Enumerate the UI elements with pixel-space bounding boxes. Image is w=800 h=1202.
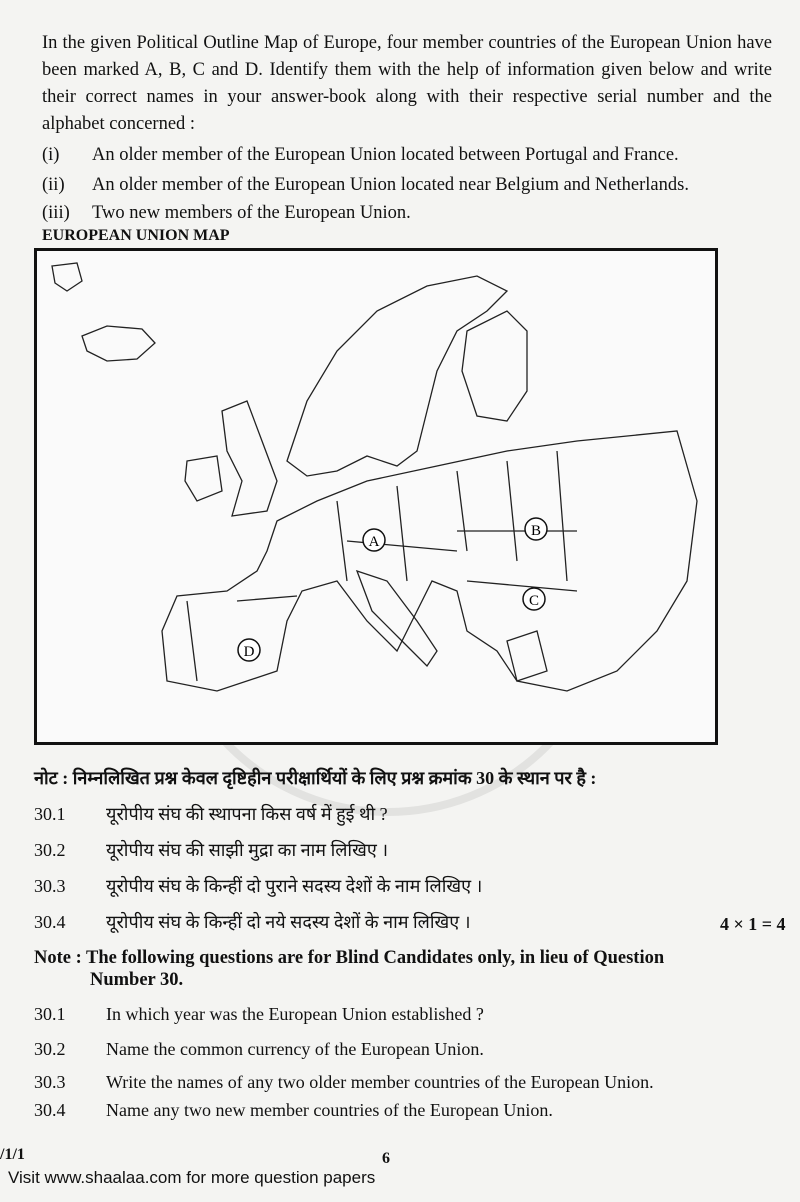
item-text: An older member of the European Union located between Portugal and France. (92, 145, 679, 165)
item-number: (i) (42, 145, 60, 165)
svg-text:B: B (530, 523, 542, 539)
q-text: यूरोपीय संघ के किन्हीं दो पुराने सदस्य देशों के नाम लिखिए । (106, 876, 483, 896)
english-question (34, 1039, 484, 1060)
item-text: An older member of the European Union located near Belgium and Netherlands. (92, 175, 689, 195)
q-text: In which year was the European Union established ? (106, 1004, 484, 1024)
item-text: Two new members of the European Union. (92, 203, 411, 223)
map-marker-a (363, 529, 385, 551)
hindi-question (34, 874, 482, 898)
map-title: EUROPEAN UNION MAP (42, 227, 230, 244)
map-marker-b (525, 518, 547, 540)
svg-text:C: C (528, 593, 540, 609)
paper-code: /1/1 (0, 1146, 25, 1163)
hindi-question (34, 802, 388, 826)
q-number: 30.4 (34, 912, 66, 932)
q-text: यूरोपीय संघ के किन्हीं दो नये सदस्य देशों के नाम लिखिए । (106, 912, 471, 932)
english-question (34, 1072, 654, 1093)
item-number: (ii) (42, 175, 65, 195)
q-number: 30.1 (34, 804, 66, 824)
svg-text:A: A (368, 534, 380, 550)
english-question (34, 1100, 553, 1121)
europe-outline-map (34, 248, 718, 745)
item-number: (iii) (42, 203, 70, 223)
hindi-question (34, 838, 388, 862)
q-text: यूरोपीय संघ की साझी मुद्रा का नाम लिखिए । (106, 840, 389, 860)
page-number: 6 (382, 1150, 390, 1167)
q-number: 30.3 (34, 876, 66, 896)
question-intro: In the given Political Outline Map of Europe, four member countries of the European Union have been marked A, B, C and D. Identify them with the help of information given below and write their correct names in your answer-book along with their respective serial number and the alphabet concerned : (42, 33, 772, 134)
map-marker-c (523, 588, 545, 610)
english-question (34, 1004, 484, 1025)
q-number: 30.2 (34, 1039, 66, 1059)
q-number: 30.2 (34, 840, 66, 860)
english-note-heading: Note : The following questions are for Blind Candidates only, in lieu of Question (34, 948, 665, 968)
english-note-heading-cont: Number 30. (90, 970, 184, 990)
q-text: Write the names of any two older member countries of the European Union. (106, 1072, 654, 1092)
q-text: Name any two new member countries of the European Union. (106, 1100, 553, 1120)
q-text: यूरोपीय संघ की स्थापना किस वर्ष में हुई थी ? (106, 804, 388, 824)
q-number: 30.4 (34, 1100, 66, 1120)
q-number: 30.3 (34, 1072, 66, 1092)
hindi-note-heading: नोट : निम्नलिखित प्रश्न केवल दृष्टिहीन परीक्षार्थियों के लिए प्रश्न क्रमांक 30 के स्थान पर है : (34, 768, 597, 788)
q-text: Name the common currency of the European Union. (106, 1039, 484, 1059)
svg-text:D: D (243, 644, 255, 660)
question-item (42, 172, 689, 199)
question-item (42, 142, 679, 169)
website-footer-link[interactable]: Visit www.shaalaa.com for more question papers (8, 1168, 376, 1187)
hindi-question (34, 910, 471, 934)
map-marker-d (238, 639, 260, 661)
q-number: 30.1 (34, 1004, 66, 1024)
marks-allocation: 4 × 1 = 4 (720, 914, 786, 934)
